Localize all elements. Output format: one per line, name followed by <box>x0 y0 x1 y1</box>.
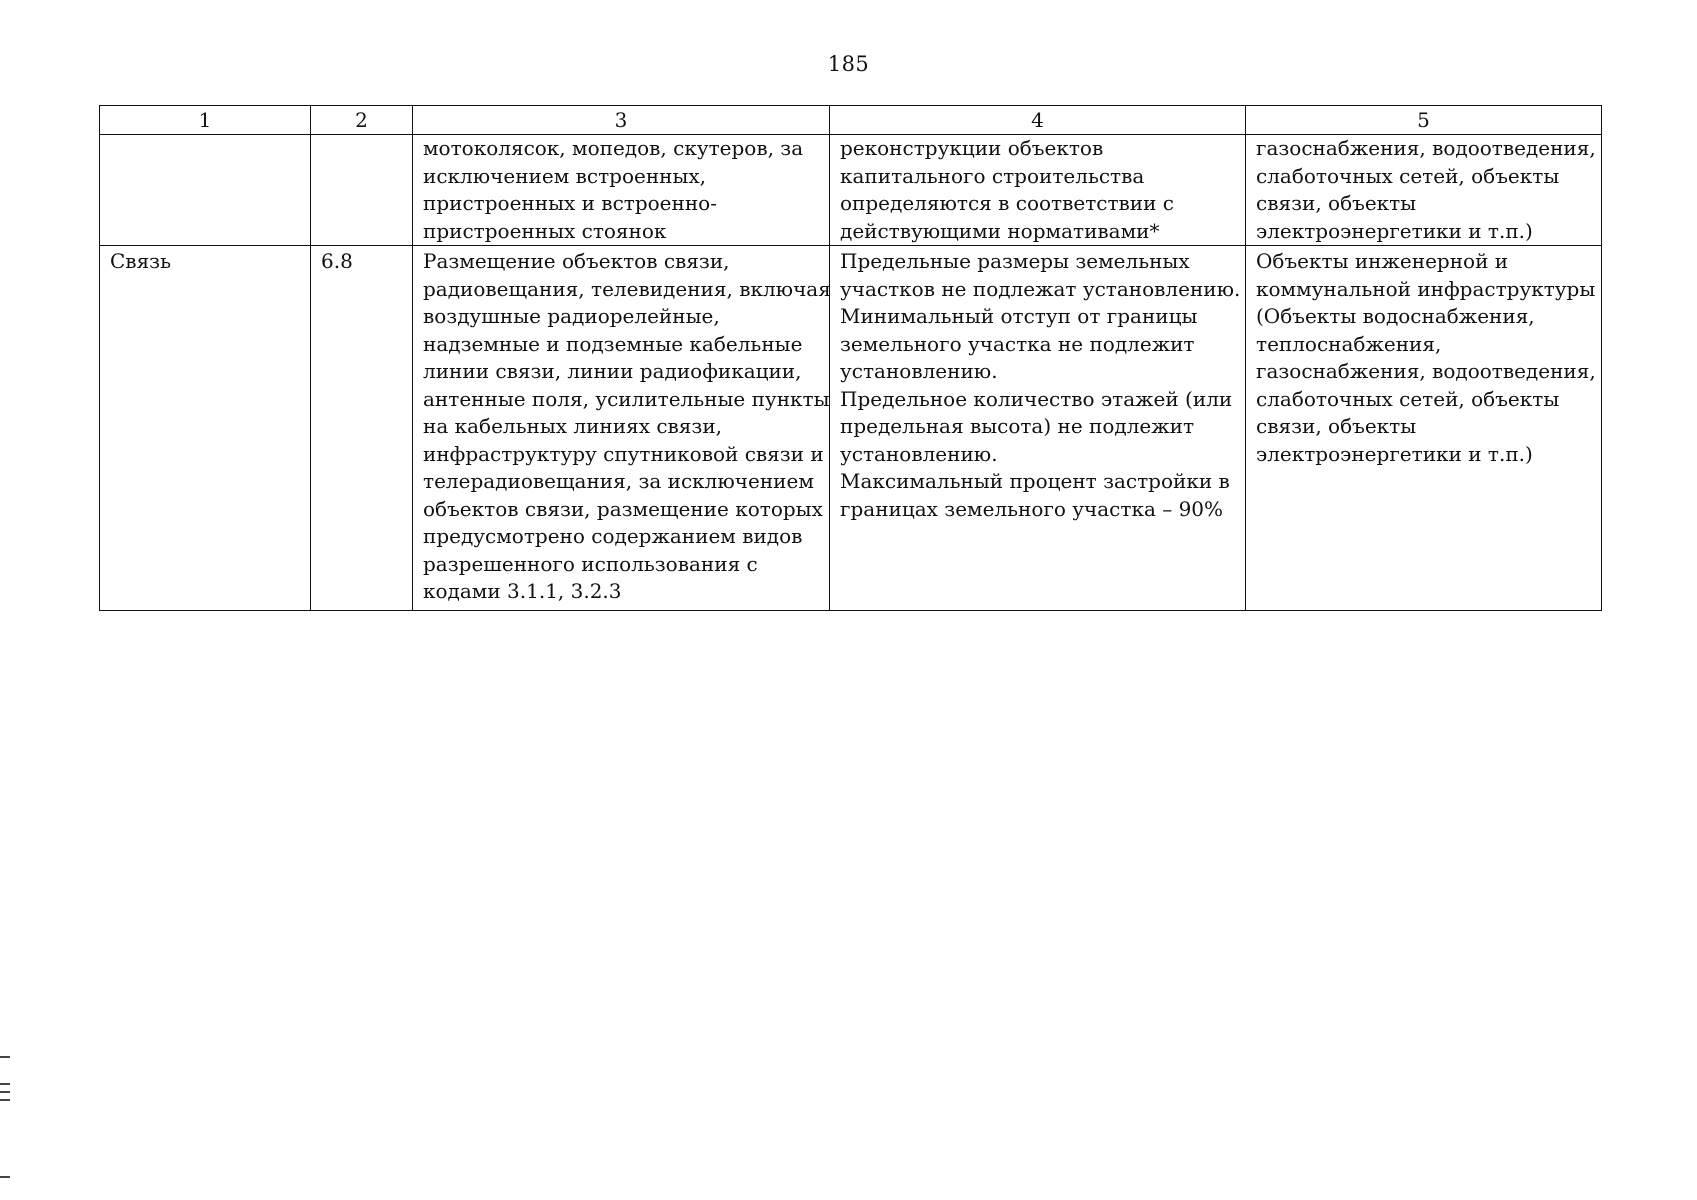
text-line: предусмотрено содержанием видов <box>423 524 803 548</box>
text-line: Минимальный отступ от границы <box>840 304 1198 328</box>
text-line: коммунальной инфраструктуры <box>1256 276 1596 301</box>
text-line: Предельные размеры земельных <box>840 249 1190 273</box>
text-line: газоснабжения, водоотведения, <box>1256 359 1596 383</box>
description-cell <box>413 246 830 611</box>
text-line: определяются в соответствии с <box>840 191 1175 215</box>
text-line: слаботочных сетей, объекты <box>1256 386 1560 411</box>
column-header: 2 <box>311 106 413 135</box>
text-line: участков не подлежат установлению. <box>840 276 1241 301</box>
text-line: электроэнергетики и т.п.) <box>1256 441 1533 466</box>
column-header: 4 <box>830 106 1246 135</box>
text-line: теплоснабжения, <box>1256 331 1442 356</box>
table-row <box>100 135 1602 246</box>
use-type-cell: Связь <box>100 246 311 611</box>
text-line: (Объекты водоснабжения, <box>1256 304 1535 328</box>
auxiliary-uses-cell <box>1246 246 1602 611</box>
text-line: антенные поля, усилительные пункты <box>423 386 830 411</box>
code-cell: 6.8 <box>311 246 413 611</box>
text-line: слаботочных сетей, объекты <box>1256 163 1560 188</box>
text-line: исключением встроенных, <box>423 163 707 188</box>
text-line: пристроенных и встроенно- <box>423 191 717 215</box>
scan-edge-mark <box>0 1083 10 1085</box>
table-row <box>100 246 1602 611</box>
text-line: радиовещания, телевидения, включая <box>423 276 831 301</box>
text-line: Размещение объектов связи, <box>423 249 730 273</box>
text-line: установлению. <box>840 441 998 466</box>
code-cell <box>311 135 413 246</box>
text-line: Максимальный процент застройки в <box>840 469 1230 493</box>
text-line: телерадиовещания, за исключением <box>423 469 814 493</box>
text-line: предельная высота) не подлежит <box>840 414 1195 438</box>
text-line: Объекты инженерной и <box>1256 249 1509 273</box>
use-type-cell <box>100 135 311 246</box>
table-header-row <box>100 106 1602 135</box>
text-line: кодами 3.1.1, 3.2.3 <box>423 579 622 603</box>
text-line: пристроенных стоянок <box>423 218 667 243</box>
column-header: 1 <box>100 106 311 135</box>
scan-edge-mark <box>0 1091 10 1093</box>
text-line: действующими нормативами* <box>840 218 1160 243</box>
text-line: земельного участка не подлежит <box>840 331 1195 356</box>
page-number: 185 <box>827 52 870 76</box>
column-header: 3 <box>413 106 830 135</box>
text-line: надземные и подземные кабельные <box>423 331 803 356</box>
column-header: 5 <box>1246 106 1602 135</box>
text-line: границах земельного участка – 90% <box>840 496 1224 521</box>
text-line: установлению. <box>840 359 998 383</box>
text-line: объектов связи, размещение которых <box>423 496 823 521</box>
text-line: разрешенного использования с <box>423 551 758 576</box>
text-line: на кабельных линиях связи, <box>423 414 723 438</box>
text-line: инфраструктуру спутниковой связи и <box>423 441 824 466</box>
description-cell <box>413 135 830 246</box>
scan-edge-mark <box>0 1056 10 1058</box>
auxiliary-uses-cell <box>1246 135 1602 246</box>
scan-edge-mark <box>0 1176 10 1178</box>
text-line: связи, объекты <box>1256 191 1417 215</box>
text-line: связи, объекты <box>1256 414 1417 438</box>
text-line: электроэнергетики и т.п.) <box>1256 218 1533 243</box>
text-line: Предельное количество этажей (или <box>840 386 1233 411</box>
text-line: капитального строительства <box>840 163 1145 188</box>
parameters-cell <box>830 246 1246 611</box>
text-line: линии связи, линии радиофикации, <box>423 359 802 383</box>
text-line: реконструкции объектов <box>840 136 1104 160</box>
scan-edge-mark <box>0 1099 10 1101</box>
text-line: мотоколясок, мопедов, скутеров, за <box>423 136 804 160</box>
parameters-cell <box>830 135 1246 246</box>
text-line: газоснабжения, водоотведения, <box>1256 136 1596 160</box>
regulations-table <box>99 105 1602 611</box>
text-line: воздушные радиорелейные, <box>423 304 720 328</box>
